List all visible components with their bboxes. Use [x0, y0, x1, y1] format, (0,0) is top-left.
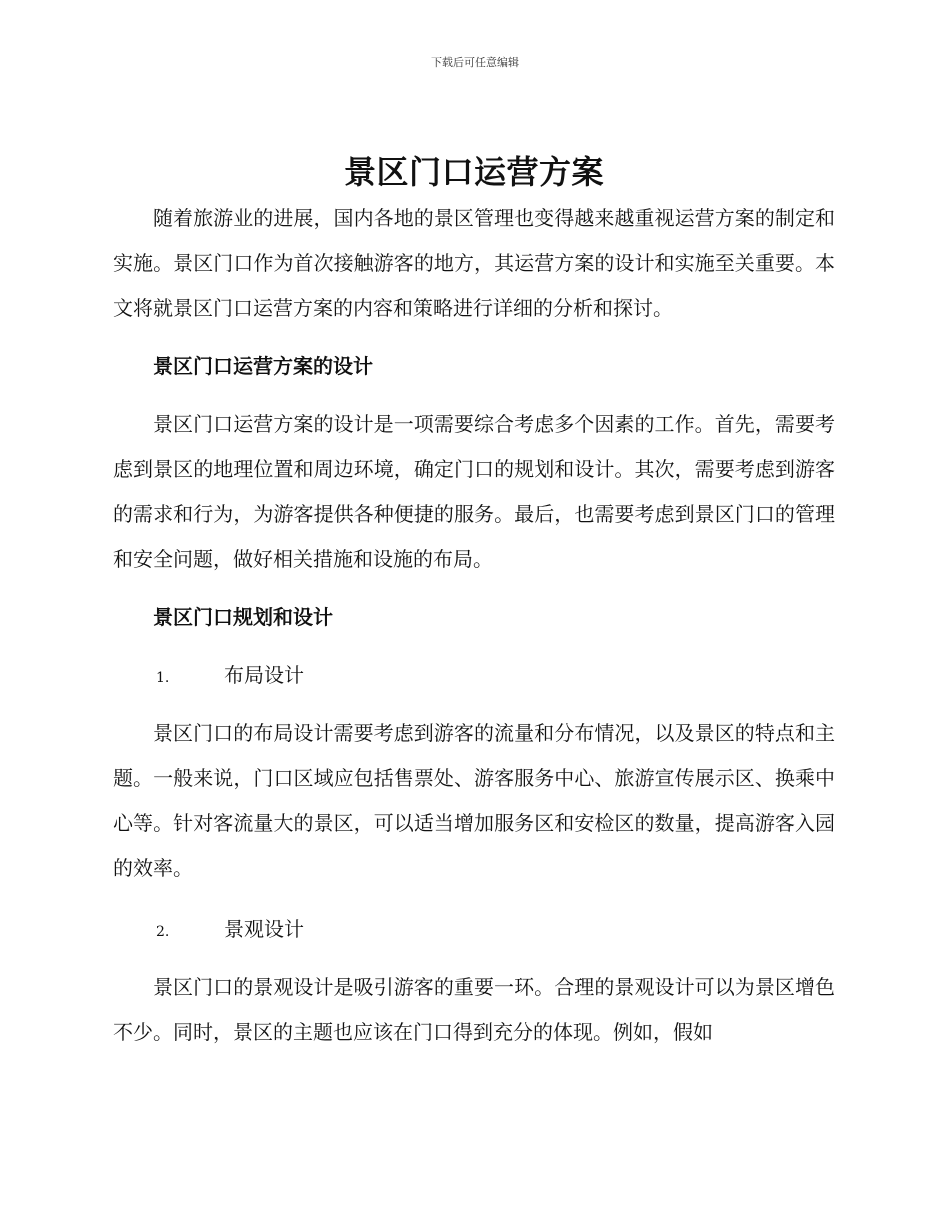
list-item-layout [113, 653, 835, 698]
intro-paragraph: 随着旅游业的进展，国内各地的景区管理也变得越来越重视运营方案的制定和实施。景区门口作为首次接触游客的地方，其运营方案的设计和实施至关重要。本文将就景区门口运营方案的内容和策略进行详细的分析和探讨。 [113, 206, 835, 320]
header-note: 下载后可任意编辑 [431, 56, 519, 69]
list-number: 2. [156, 924, 170, 940]
list-title: 景观设计 [224, 917, 304, 941]
section-heading-design: 景区门口运营方案的设计 [153, 354, 373, 378]
list-body-landscape: 景区门口的景观设计是吸引游客的重要一环。合理的景观设计可以为景区增色不少。同时，景区的主题也应该在门口得到充分的体现。例如，假如 [113, 975, 835, 1044]
list-item-landscape [113, 907, 835, 952]
document-body [113, 148, 835, 1055]
list-title: 布局设计 [224, 663, 304, 687]
document-title: 景区门口运营方案 [343, 153, 604, 191]
list-body-layout: 景区门口的布局设计需要考虑到游客的流量和分布情况，以及景区的特点和主题。一般来说，门口区域应包括售票处、游客服务中心、旅游宣传展示区、换乘中心等。针对客流量大的景区，可以适当增加服务区和安检区的数量，提高游客入园的效率。 [113, 721, 835, 880]
section-heading-planning: 景区门口规划和设计 [153, 605, 333, 629]
list-number: 1. [156, 670, 170, 686]
section-body-design: 景区门口运营方案的设计是一项需要综合考虑多个因素的工作。首先，需要考虑到景区的地理位置和周边环境，确定门口的规划和设计。其次，需要考虑到游客的需求和行为，为游客提供各种便捷的服务。最后，也需要考虑到景区门口的管理和安全问题，做好相关措施和设施的布局。 [113, 412, 835, 571]
